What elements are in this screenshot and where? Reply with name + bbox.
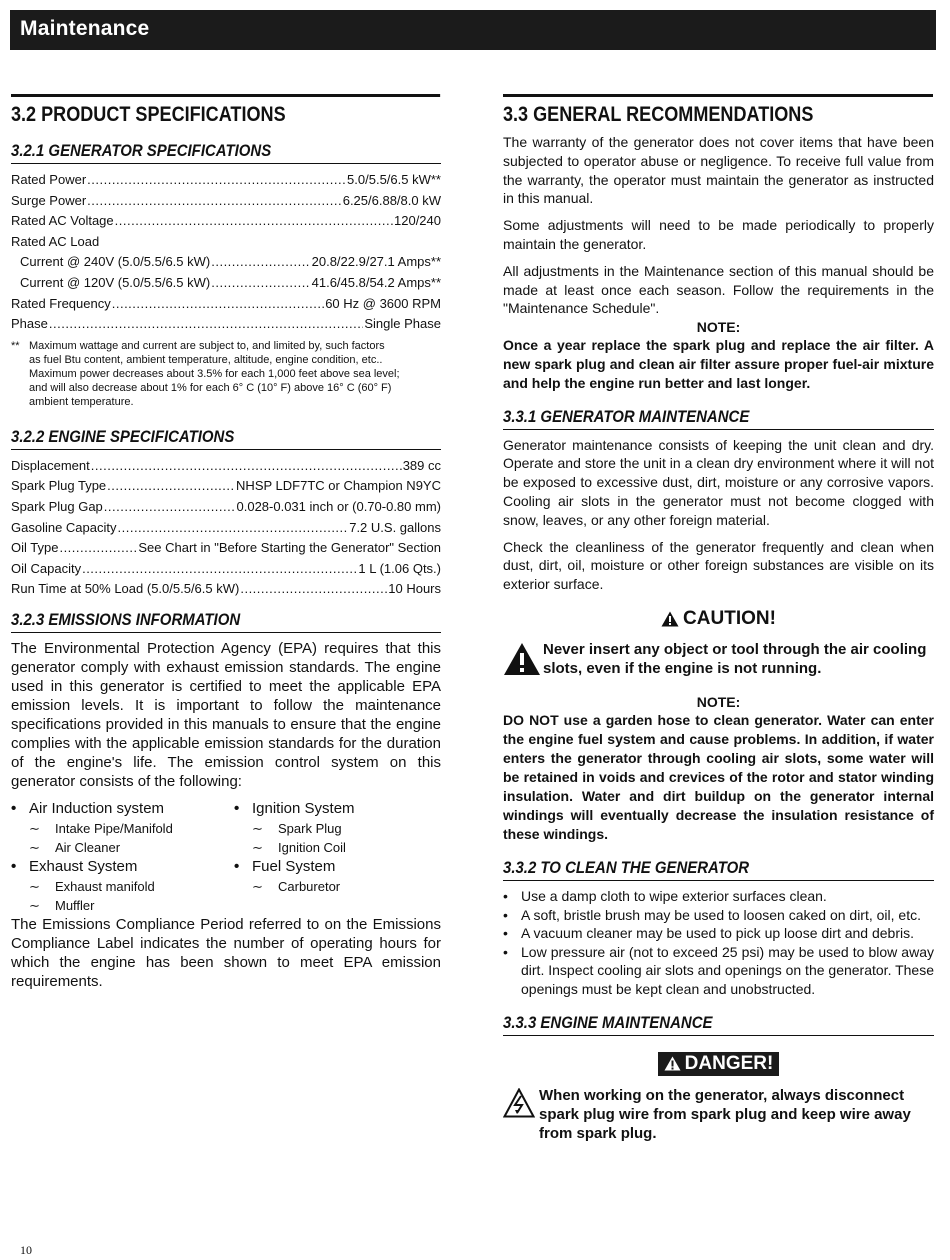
spec-label: Current @ 120V (5.0/5.5/6.5 kW) [20, 274, 211, 290]
bullet-icon: • [234, 857, 240, 875]
footnote-line: ambient temperature. [29, 395, 134, 408]
dot-leader [87, 170, 346, 191]
spec-value: 10 Hours [388, 581, 441, 597]
season-paragraph: All adjustments in the Maintenance section of this manual should be made at least once each season. Follow the requirements in the "Maintenance Schedule". [503, 262, 934, 317]
list-item-label: Use a damp cloth to wipe exterior surfaces clean. [521, 887, 827, 904]
generator-spec-list [11, 170, 441, 335]
note-label: NOTE: [696, 319, 741, 336]
footnote-line: as fuel Btu content, ambient temperature, altitude, engine condition, etc.. [29, 353, 383, 366]
list-item [503, 906, 934, 925]
spec-value: See Chart in "Before Starting the Generator" Section [138, 540, 441, 556]
spec-value: 41.6/45.8/54.2 Amps** [311, 274, 441, 290]
dot-leader [112, 294, 324, 315]
section-title-product-specs: 3.2 PRODUCT SPECIFICATIONS [11, 94, 440, 127]
dot-leader [107, 476, 235, 497]
spec-label: Spark Plug Gap [11, 498, 103, 514]
subsection-title-engine-maintenance: 3.3.3 ENGINE MAINTENANCE [503, 1013, 934, 1036]
section-title-general-recommendations: 3.3 GENERAL RECOMMENDATIONS [503, 94, 933, 127]
spec-label: Rated Frequency [11, 295, 111, 311]
spec-row [11, 456, 441, 477]
spec-value: 389 cc [402, 457, 441, 473]
note-hose-text: DO NOT use a garden hose to clean generator. Water can enter the engine fuel system and cause problems. In addition, if water enters the generator through cooling air slots, some water will be retained in voids and crevices of the rotor and stator winding insulation. Water and dirt buildup on the generator internal windings will eventually decrease the insulation resistance of these windings. [503, 711, 934, 842]
electric-shock-icon [503, 1088, 535, 1118]
spec-label: Displacement [11, 457, 90, 473]
subsection-title-generator-maintenance: 3.3.1 GENERATOR MAINTENANCE [503, 407, 934, 430]
spec-label: Spark Plug Type [11, 478, 107, 494]
spec-row [11, 252, 441, 273]
caution-text: Never insert any object or tool through the air cooling slots, even if the engine is not running. [543, 640, 927, 677]
dot-leader [211, 273, 310, 294]
section-banner [10, 10, 936, 50]
sub-list-item-label: Spark Plug [278, 820, 342, 836]
list-item [11, 799, 226, 819]
spec-row [11, 294, 441, 315]
spec-value: 60 Hz @ 3600 RPM [325, 295, 441, 311]
spec-row [11, 497, 441, 518]
subsection-title-clean-generator: 3.3.2 TO CLEAN THE GENERATOR [503, 858, 934, 881]
spec-value: 20.8/22.9/27.1 Amps** [311, 254, 441, 270]
spec-value: Single Phase [364, 316, 441, 332]
dot-leader [82, 559, 357, 580]
cleaning-steps-list [503, 887, 934, 999]
dot-leader [91, 456, 402, 477]
list-item [234, 857, 441, 877]
list-item-label: Air Induction system [29, 799, 165, 817]
emissions-paragraph: The Environmental Protection Agency (EPA) requires that this generator comply with exhaust emission standards. The engine used in this generator is certified to meet the applicable EPA emission levels. It is important to follow the maintenance specifications provided in this manuals to ensure that the engine complies with the applicable emission standards for the duration of the engine's life. The emission control system on this generator consists of the following: [11, 639, 441, 790]
sub-list-item-label: Carburetor [278, 878, 341, 894]
list-item [503, 943, 934, 999]
sub-list-item [234, 819, 441, 838]
spec-row [11, 170, 441, 191]
list-item [503, 924, 934, 943]
subsection-title-generator-specs: 3.2.1 GENERATOR SPECIFICATIONS [11, 141, 441, 164]
danger-warning [503, 1086, 934, 1143]
spec-label: Rated AC Voltage [11, 213, 114, 229]
cleanliness-paragraph: Check the cleanliness of the generator frequently and clean when dust, dirt, oil, moisture or other foreign substances are visible on its exterior surface. [503, 538, 934, 593]
list-item-label: Fuel System [252, 857, 336, 875]
spec-value: 7.2 U.S. gallons [349, 519, 441, 535]
warranty-paragraph: The warranty of the generator does not cover items that have been subjected to operator abuse or negligence. To receive full value from the warranty, the operator must maintain the generator as instructed in this manual. [503, 134, 934, 207]
adjustments-paragraph: Some adjustments will need to be made periodically to properly maintain the generator. [503, 217, 934, 252]
caution-heading [503, 608, 934, 630]
danger-heading [503, 1052, 934, 1076]
tilde-bullet-icon: ∼ [29, 878, 40, 894]
spec-row [11, 314, 441, 335]
spec-row [11, 273, 441, 294]
warning-triangle-icon [503, 642, 541, 676]
dot-leader [240, 579, 387, 600]
caution-warning [503, 640, 934, 681]
list-item-label: A soft, bristle brush may be used to loosen caked on dirt, oil, etc. [521, 906, 921, 923]
right-column [503, 94, 934, 1155]
sub-list-item [234, 877, 441, 896]
spec-value: 5.0/5.5/6.5 kW** [347, 172, 441, 187]
engine-spec-list [11, 456, 441, 600]
bullet-icon: • [234, 799, 240, 817]
spec-value: 0.028-0.031 inch or (0.70-0.80 mm) [236, 498, 441, 514]
bullet-icon: • [503, 925, 508, 942]
page-number: 10 [20, 1243, 32, 1257]
footnote-line: Maximum wattage and current are subject to, and limited by, such factors [29, 339, 385, 352]
footnote-line: and will also decrease about 1% for each 6° C (10° F) above 16° C (60° F) [29, 381, 392, 394]
danger-label: DANGER! [684, 1052, 774, 1074]
warning-triangle-icon [664, 1056, 681, 1071]
list-item-label: Low pressure air (not to exceed 25 psi) may be used to blow away dirt. Inspect cooling air slots and openings on the generator. These openings must be kept clean and unobstructed. [521, 943, 935, 997]
sub-list-item-label: Air Cleaner [55, 839, 121, 855]
spec-row [11, 191, 441, 212]
bullet-icon: • [503, 943, 508, 960]
spec-label: Gasoline Capacity [11, 519, 117, 535]
list-item [503, 887, 934, 906]
left-column [11, 94, 441, 999]
spec-value: NHSP LDF7TC or Champion N9YC [236, 478, 441, 494]
warning-triangle-icon [661, 611, 679, 627]
spec-label: Rated Power [11, 172, 87, 187]
dot-leader [211, 252, 310, 273]
caution-label: CAUTION! [683, 607, 776, 629]
sub-list-item [234, 838, 441, 857]
emissions-compliance-paragraph: The Emissions Compliance Period referred to on the Emissions Compliance Label indicates the number of operating hours for which the engine has been shown to meet EPA emission requirements. [11, 915, 441, 990]
spec-label: Oil Capacity [11, 560, 82, 576]
spec-row [11, 559, 441, 580]
list-item-label: Ignition System [252, 799, 355, 817]
sub-list-item [11, 896, 226, 915]
list-item [11, 857, 226, 877]
tilde-bullet-icon: ∼ [29, 897, 40, 913]
bullet-icon: • [503, 887, 508, 904]
list-item-label: Exhaust System [29, 857, 138, 875]
tilde-bullet-icon: ∼ [252, 820, 263, 836]
sub-list-item [11, 877, 226, 896]
note-label-hose: NOTE: [696, 693, 741, 710]
spec-value: 120/240 [394, 213, 441, 229]
dot-leader [59, 538, 137, 559]
sub-list-item [11, 838, 226, 857]
spec-row [11, 211, 441, 232]
footnote-line: Maximum power decreases about 3.5% for each 1,000 feet above sea level; [29, 367, 400, 380]
footnote-text [29, 339, 441, 409]
spec-label: Phase [11, 316, 48, 332]
spec-label: Current @ 240V (5.0/5.5/6.5 kW) [20, 254, 211, 270]
footnote-mark: ** [11, 339, 20, 352]
sub-list-item-label: Ignition Coil [278, 839, 346, 855]
emission-systems-column-1 [11, 799, 226, 915]
dot-leader [118, 518, 349, 539]
sub-list-item-label: Exhaust manifold [55, 878, 155, 894]
spec-row [11, 476, 441, 497]
list-item [234, 799, 441, 819]
spec-label: Oil Type [11, 540, 59, 556]
subsection-title-emissions: 3.2.3 EMISSIONS INFORMATION [11, 610, 441, 633]
spec-label: Rated AC Load [11, 233, 100, 249]
spec-value: 1 L (1.06 Qts.) [358, 560, 441, 576]
emission-systems-column-2 [226, 799, 441, 915]
dot-leader [115, 211, 393, 232]
spec-row [11, 518, 441, 539]
sub-list-item [11, 819, 226, 838]
bullet-icon: • [11, 857, 17, 875]
spec-row [11, 232, 441, 253]
tilde-bullet-icon: ∼ [29, 820, 40, 836]
spec-label: Surge Power [11, 192, 87, 208]
note-spark-plug-text: Once a year replace the spark plug and replace the air filter. A new spark plug and clean air filter assure proper fuel-air mixture and help the engine run better and last longer. [503, 337, 934, 391]
spec-row [11, 579, 441, 600]
generator-maintenance-paragraph: Generator maintenance consists of keeping the unit clean and dry. Operate and store the unit in a clean dry environment where it will not be exposed to excessive dust, dirt, moisture or any corrosive vapors. Cooling air slots in the generator must not become clogged with snow, leaves, or any other foreign material. [503, 436, 934, 528]
spec-label: Run Time at 50% Load (5.0/5.5/6.5 kW) [11, 581, 240, 597]
bullet-icon: • [11, 799, 17, 817]
sub-list-item-label: Intake Pipe/Manifold [55, 820, 173, 836]
banner-title: Maintenance [20, 17, 150, 40]
danger-text: When working on the generator, always disconnect spark plug wire from spark plug and keep wire away from spark plug. [539, 1086, 911, 1142]
dot-leader [49, 314, 364, 335]
emission-systems-list [11, 799, 441, 915]
spec-value: 6.25/6.88/8.0 kW [342, 192, 441, 208]
spec-row [11, 538, 441, 559]
tilde-bullet-icon: ∼ [29, 839, 40, 855]
generator-spec-footnote [11, 339, 441, 409]
bullet-icon: • [503, 906, 508, 923]
tilde-bullet-icon: ∼ [252, 839, 263, 855]
sub-list-item-label: Muffler [55, 897, 95, 913]
dot-leader [87, 191, 342, 212]
list-item-label: A vacuum cleaner may be used to pick up loose dirt and debris. [521, 925, 914, 942]
tilde-bullet-icon: ∼ [252, 878, 263, 894]
subsection-title-engine-specs: 3.2.2 ENGINE SPECIFICATIONS [11, 427, 441, 450]
dot-leader [104, 497, 236, 518]
